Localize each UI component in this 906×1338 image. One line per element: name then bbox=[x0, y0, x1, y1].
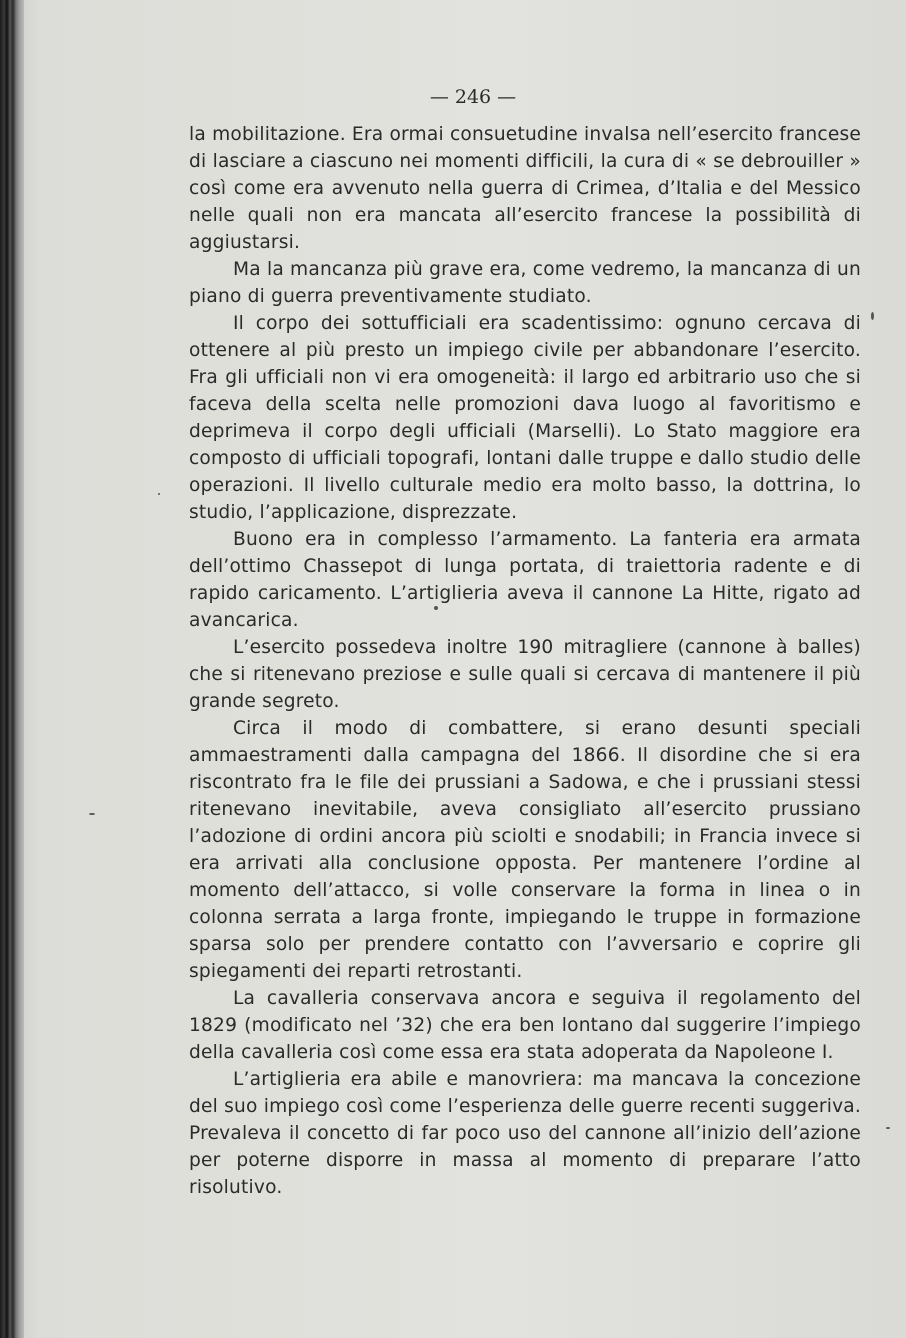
paragraph: La cavalleria conservava ancora e seguiva il regolamento del 1829 (modificato nel ’32) che era ben lontano dal suggerire l’impiego della cavalleria così come essa era stata adoperata da Napoleone I. bbox=[189, 988, 861, 1063]
paragraph: L’artiglieria era abile e manovriera: ma mancava la concezione del suo impiego così come l’esperienza delle guerre recenti suggeriva. Prevaleva il concetto di far poco uso del cannone all’inizio dell’azione per poterne disporre in massa al momento di preparare l’atto risolutivo. bbox=[189, 1069, 861, 1198]
scan-speck bbox=[158, 493, 160, 495]
paragraph: Il corpo dei sottufficiali era scadentissimo: ognuno cercava di ottenere al più presto un impiego civile per abbandonare l’esercito. Fra gli ufficiali non vi era omogeneità: il largo ed arbitrario uso che si faceva della scelta nelle promozioni dava luogo al favoritismo e deprimeva il corpo degli ufficiali (Marselli). Lo Stato maggiore era composto di ufficiali topografi, lontani dalle truppe e dallo studio delle operazioni. Il livello culturale medio era molto basso, la dottrina, lo studio, l’applicazione, disprezzate. bbox=[189, 313, 861, 523]
page-number: — 246 — bbox=[429, 86, 517, 108]
paragraph: la mobilitazione. Era ormai consuetudine invalsa nell’esercito francese di lasciare a ciascuno nei momenti difficili, la cura di « se debrouiller » così come era avvenuto nella guerra di Crimea, d’Italia e del Messico nelle quali non era mancata all’esercito francese la possibilità di aggiustarsi. bbox=[189, 124, 861, 253]
body-text bbox=[189, 121, 861, 1201]
scan-speck bbox=[89, 813, 95, 815]
scan-speck bbox=[886, 1127, 890, 1129]
book-spine-shadow bbox=[0, 0, 24, 1338]
paragraph: Circa il modo di combattere, si erano desunti speciali ammaestramenti dalla campagna del 1866. Il disordine che si era riscontrato fra le file dei prussiani a Sadowa, e che i prussiani stessi ritenevano inevitabile, aveva consigliato all’esercito prussiano l’adozione di ordini ancora più sciolti e snodabili; in Francia invece si era arrivati alla conclusione opposta. Per mantenere l’ordine al momento dell’attacco, si volle conservare la forma in linea o in colonna serrata a larga fronte, impiegando le truppe in formazione sparsa solo per prendere contatto con l’avversario e coprire gli spiegamenti dei reparti retrostanti. bbox=[189, 718, 861, 982]
scan-speck bbox=[871, 312, 874, 320]
paragraph: Buono era in complesso l’armamento. La fanteria era armata dell’ottimo Chassepot di lunga portata, di traiettoria radente e di rapido caricamento. L’artiglieria aveva il cannone La Hitte, rigato ad avancarica. bbox=[189, 529, 861, 631]
scan-speck bbox=[434, 606, 438, 610]
paragraph: Ma la mancanza più grave era, come vedremo, la mancanza di un piano di guerra preventivamente studiato. bbox=[189, 259, 861, 307]
paragraph: L’esercito possedeva inoltre 190 mitragliere (cannone à balles) che si ritenevano preziose e sulle quali si cercava di mantenere il più grande segreto. bbox=[189, 637, 861, 712]
